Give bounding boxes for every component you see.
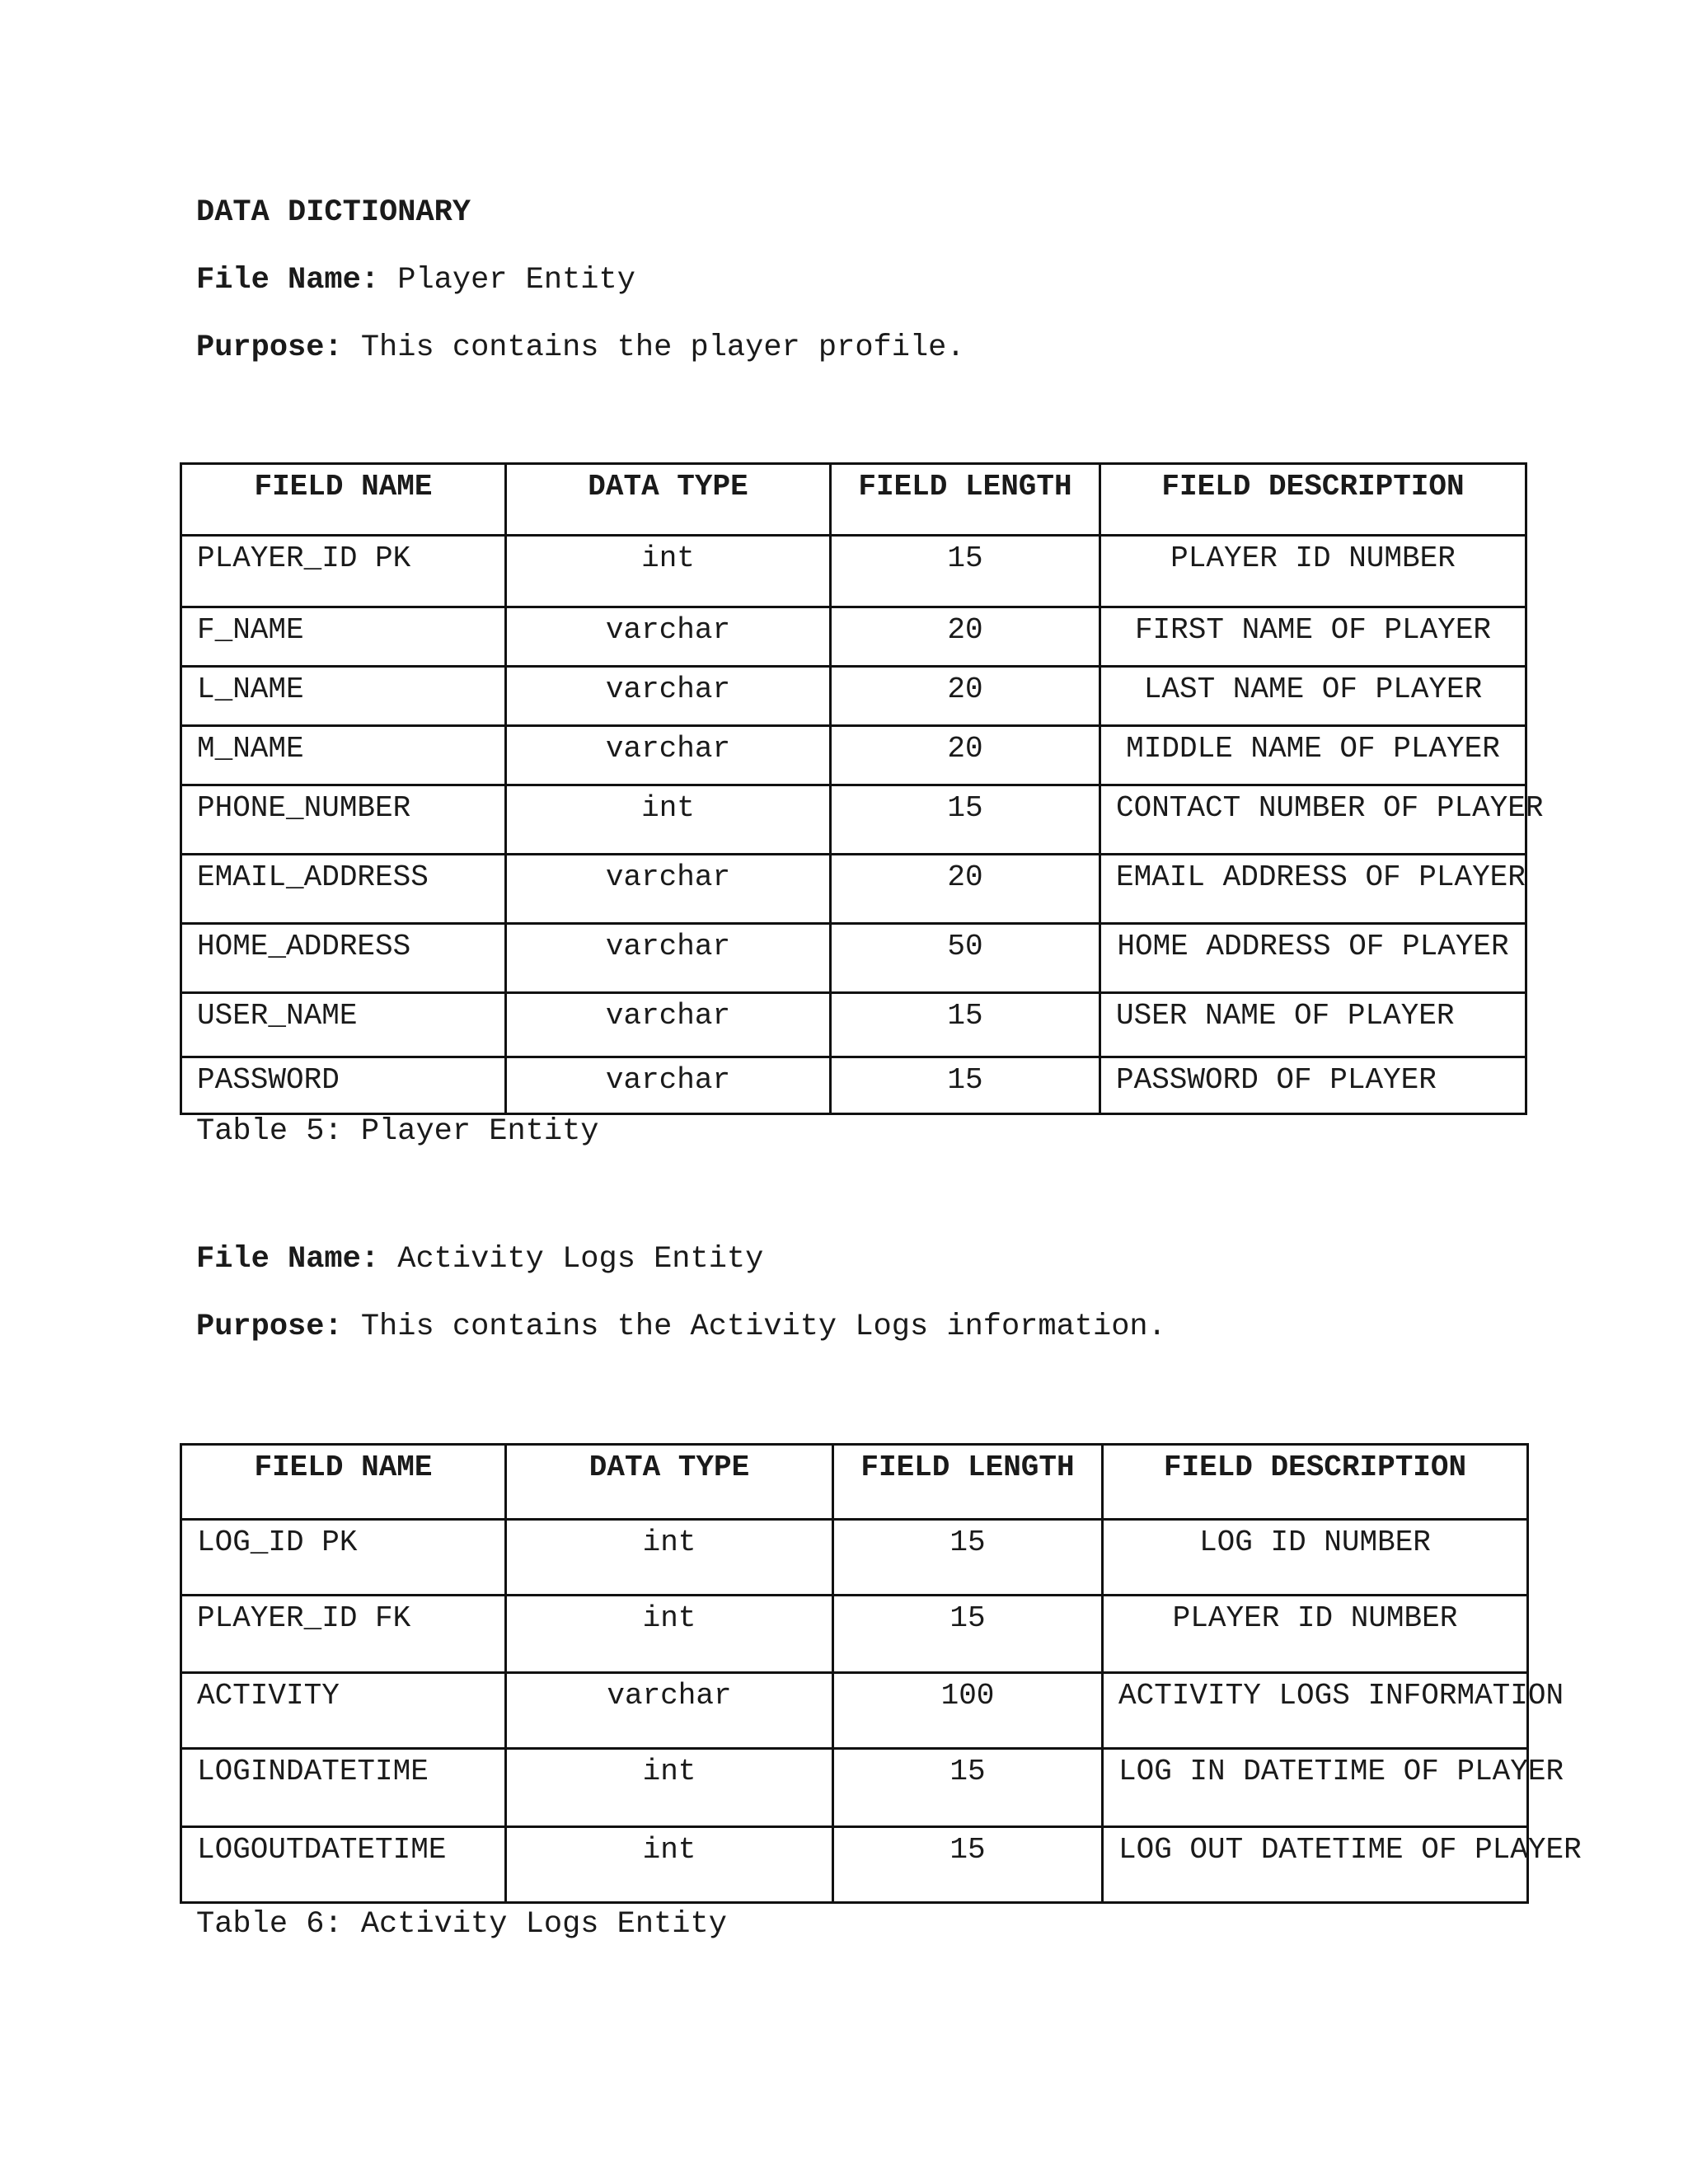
cell-desc: LOG IN DATETIME OF PLAYER bbox=[1103, 1749, 1528, 1827]
table-row bbox=[181, 1749, 1528, 1827]
activity-logs-table bbox=[180, 1443, 1582, 1904]
cell-type: varchar bbox=[506, 1057, 831, 1114]
table-row bbox=[181, 855, 1526, 924]
header-field-description: FIELD DESCRIPTION bbox=[1100, 464, 1526, 536]
cell-desc: MIDDLE NAME OF PLAYER bbox=[1100, 726, 1526, 785]
cell-length: 20 bbox=[831, 855, 1100, 924]
cell-field: LOGOUTDATETIME bbox=[181, 1827, 506, 1903]
cell-length: 15 bbox=[833, 1749, 1103, 1827]
purpose-line-2 bbox=[196, 1309, 1166, 1345]
cell-type: varchar bbox=[506, 1673, 833, 1749]
cell-length: 15 bbox=[833, 1520, 1103, 1596]
cell-field: F_NAME bbox=[181, 607, 506, 667]
cell-desc: LOG OUT DATETIME OF PLAYER bbox=[1103, 1827, 1528, 1903]
header-field-description: FIELD DESCRIPTION bbox=[1103, 1445, 1528, 1520]
header-data-type: DATA TYPE bbox=[506, 1445, 833, 1520]
purpose-value: This contains the Activity Logs information. bbox=[342, 1310, 1166, 1344]
table-row bbox=[181, 1827, 1528, 1903]
page-heading: DATA DICTIONARY bbox=[196, 195, 471, 230]
cell-desc: LOG ID NUMBER bbox=[1103, 1520, 1528, 1596]
table-row bbox=[181, 536, 1526, 607]
cell-field: LOG_ID PK bbox=[181, 1520, 506, 1596]
cell-desc: FIRST NAME OF PLAYER bbox=[1100, 607, 1526, 667]
cell-length: 20 bbox=[831, 726, 1100, 785]
table-row bbox=[181, 667, 1526, 726]
file-name-label: File Name: bbox=[196, 263, 380, 298]
cell-length: 15 bbox=[831, 1057, 1100, 1114]
table-row bbox=[181, 607, 1526, 667]
cell-field: L_NAME bbox=[181, 667, 506, 726]
table-row bbox=[181, 993, 1526, 1057]
cell-type: int bbox=[506, 1827, 833, 1903]
table-row bbox=[181, 924, 1526, 993]
purpose-label: Purpose: bbox=[196, 330, 343, 365]
cell-type: varchar bbox=[506, 726, 831, 785]
cell-type: varchar bbox=[506, 667, 831, 726]
cell-desc: LAST NAME OF PLAYER bbox=[1100, 667, 1526, 726]
purpose-line-1 bbox=[196, 330, 965, 366]
cell-type: int bbox=[506, 536, 831, 607]
table-row bbox=[181, 1596, 1528, 1673]
cell-desc: ACTIVITY LOGS INFORMATION bbox=[1103, 1673, 1528, 1749]
cell-length: 15 bbox=[833, 1596, 1103, 1673]
cell-length: 100 bbox=[833, 1673, 1103, 1749]
table-caption-2: Table 6: Activity Logs Entity bbox=[196, 1907, 727, 1942]
cell-field: PHONE_NUMBER bbox=[181, 785, 506, 855]
cell-desc: PLAYER ID NUMBER bbox=[1103, 1596, 1528, 1673]
cell-length: 50 bbox=[831, 924, 1100, 993]
cell-field: PASSWORD bbox=[181, 1057, 506, 1114]
header-field-name: FIELD NAME bbox=[181, 464, 506, 536]
cell-field: HOME_ADDRESS bbox=[181, 924, 506, 993]
cell-field: PLAYER_ID FK bbox=[181, 1596, 506, 1673]
table-row bbox=[181, 1520, 1528, 1596]
file-name-line-2 bbox=[196, 1241, 763, 1277]
purpose-value: This contains the player profile. bbox=[342, 330, 965, 365]
cell-field: M_NAME bbox=[181, 726, 506, 785]
file-name-value: Player Entity bbox=[379, 263, 635, 298]
cell-desc: PLAYER ID NUMBER bbox=[1100, 536, 1526, 607]
cell-type: int bbox=[506, 1749, 833, 1827]
file-name-line-1 bbox=[196, 262, 635, 298]
cell-field: ACTIVITY bbox=[181, 1673, 506, 1749]
cell-length: 15 bbox=[833, 1827, 1103, 1903]
cell-type: int bbox=[506, 785, 831, 855]
cell-desc: PASSWORD OF PLAYER bbox=[1100, 1057, 1526, 1114]
cell-type: varchar bbox=[506, 855, 831, 924]
table-row bbox=[181, 726, 1526, 785]
cell-type: int bbox=[506, 1520, 833, 1596]
cell-length: 15 bbox=[831, 536, 1100, 607]
purpose-label: Purpose: bbox=[196, 1310, 343, 1344]
cell-type: varchar bbox=[506, 993, 831, 1057]
cell-field: LOGINDATETIME bbox=[181, 1749, 506, 1827]
cell-length: 15 bbox=[831, 993, 1100, 1057]
cell-desc: HOME ADDRESS OF PLAYER bbox=[1100, 924, 1526, 993]
file-name-label: File Name: bbox=[196, 1242, 380, 1277]
cell-desc: CONTACT NUMBER OF PLAYER bbox=[1100, 785, 1526, 855]
table-caption-1: Table 5: Player Entity bbox=[196, 1114, 599, 1149]
header-field-name: FIELD NAME bbox=[181, 1445, 506, 1520]
cell-field: EMAIL_ADDRESS bbox=[181, 855, 506, 924]
header-field-length: FIELD LENGTH bbox=[831, 464, 1100, 536]
header-data-type: DATA TYPE bbox=[506, 464, 831, 536]
cell-length: 20 bbox=[831, 667, 1100, 726]
cell-desc: EMAIL ADDRESS OF PLAYER bbox=[1100, 855, 1526, 924]
cell-field: USER_NAME bbox=[181, 993, 506, 1057]
table-header-row bbox=[181, 1445, 1528, 1520]
cell-field: PLAYER_ID PK bbox=[181, 536, 506, 607]
cell-type: varchar bbox=[506, 924, 831, 993]
cell-type: varchar bbox=[506, 607, 831, 667]
cell-length: 15 bbox=[831, 785, 1100, 855]
header-field-length: FIELD LENGTH bbox=[833, 1445, 1103, 1520]
player-entity-table bbox=[180, 462, 1544, 1115]
table-row bbox=[181, 785, 1526, 855]
cell-type: int bbox=[506, 1596, 833, 1673]
file-name-value: Activity Logs Entity bbox=[379, 1242, 764, 1277]
table-row bbox=[181, 1057, 1526, 1114]
table-row bbox=[181, 1673, 1528, 1749]
cell-length: 20 bbox=[831, 607, 1100, 667]
table-header-row bbox=[181, 464, 1526, 536]
cell-desc: USER NAME OF PLAYER bbox=[1100, 993, 1526, 1057]
